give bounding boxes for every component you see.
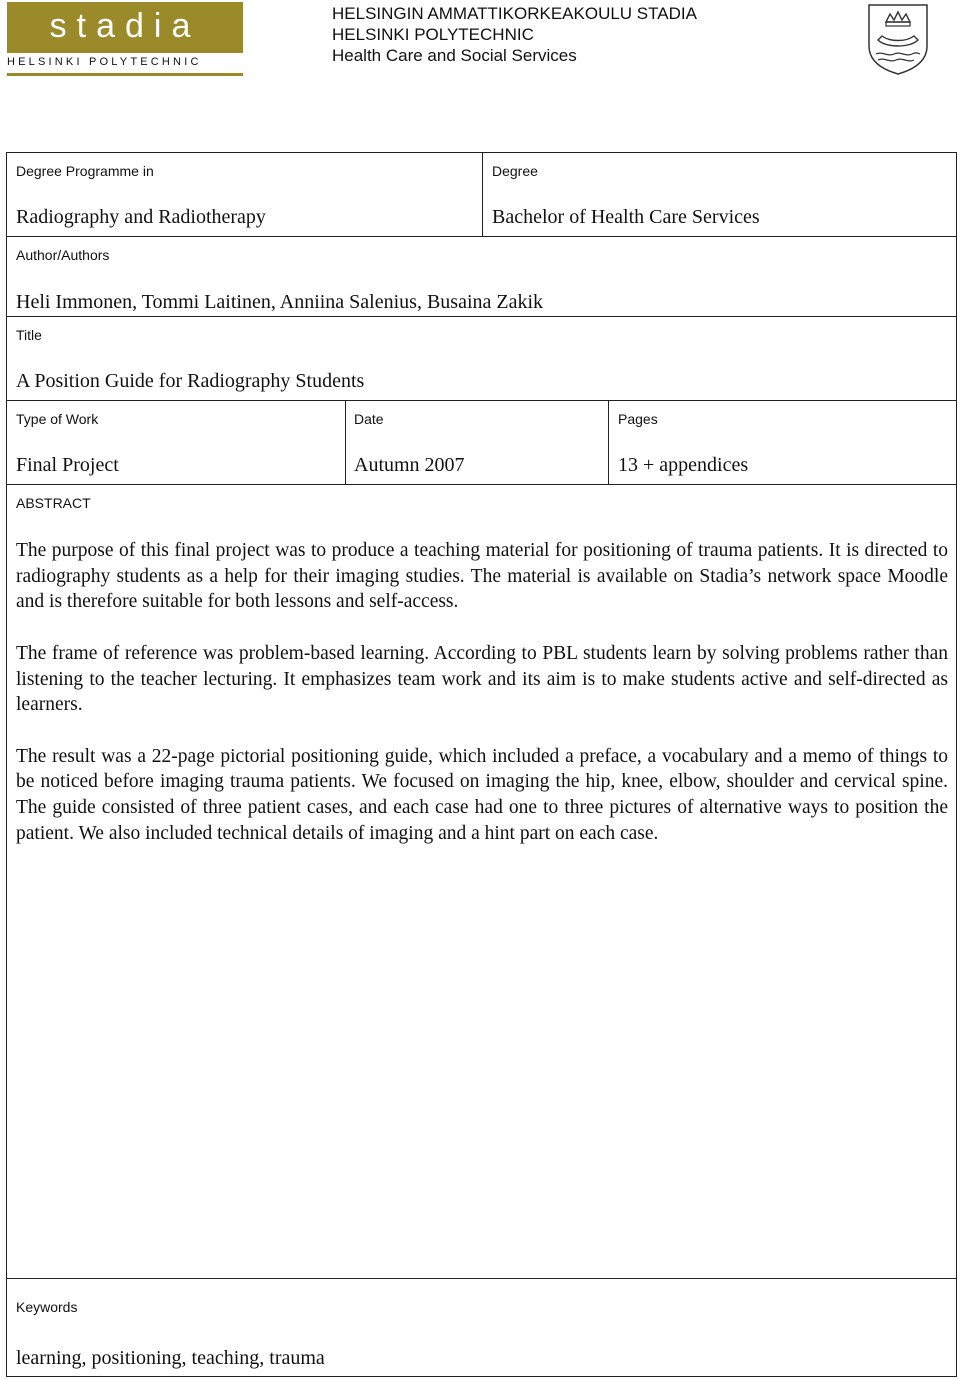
abstract-body bbox=[16, 538, 948, 872]
logo-subtitle: HELSINKI POLYTECHNIC bbox=[7, 56, 202, 68]
degree-label: Degree bbox=[492, 163, 538, 179]
degree-programme-value: Radiography and Radiotherapy bbox=[16, 206, 266, 228]
keywords-value: learning, positioning, teaching, trauma bbox=[16, 1347, 325, 1369]
abstract-paragraph-2: The frame of reference was problem-based learning. According to PBL students learn by solving problems rather than listening to the teacher lecturing. It emphasizes team work and its aim is to make students active and self-directed as learners. bbox=[16, 642, 948, 716]
title-value: A Position Guide for Radiography Students bbox=[16, 370, 365, 392]
type-of-work-value: Final Project bbox=[16, 454, 119, 476]
abstract-paragraph-1: The purpose of this final project was to produce a teaching material for positioning of trauma patients. It is directed to radiography students as a help for their imaging studies. The material is available on Stadia’s network space Moodle and is therefore suitable for both lessons and self-access. bbox=[16, 540, 948, 613]
pages-value: 13 + appendices bbox=[618, 454, 749, 476]
date-label: Date bbox=[354, 411, 384, 427]
title-label: Title bbox=[16, 327, 42, 343]
abstract-paragraph-3: The result was a 22-page pictorial positioning guide, which included a preface, a vocabulary and a memo of things to be noticed before imaging trauma patients. We focused on imaging the hip, knee, elbow, shoulder and cervical spine. The guide consisted of three patient cases, and each case had one to three pictures of alternative ways to position the patient. We also included technical details of imaging and a hint part on each case. bbox=[16, 745, 948, 844]
logo-wordmark: stadia bbox=[49, 7, 201, 45]
thesis-abstract-form bbox=[6, 152, 957, 1377]
authors-label: Author/Authors bbox=[16, 247, 110, 263]
type-of-work-label: Type of Work bbox=[16, 411, 99, 427]
keywords-label: Keywords bbox=[16, 1299, 78, 1315]
header-line-2: HELSINKI POLYTECHNIC bbox=[332, 25, 534, 44]
abstract-label: ABSTRACT bbox=[16, 495, 91, 511]
stadia-logo bbox=[7, 2, 243, 53]
date-value: Autumn 2007 bbox=[354, 454, 465, 476]
institution-header bbox=[332, 3, 697, 66]
pages-label: Pages bbox=[618, 411, 658, 427]
logo-underline bbox=[7, 73, 243, 76]
authors-value: Heli Immonen, Tommi Laitinen, Anniina Salenius, Busaina Zakik bbox=[16, 291, 544, 313]
degree-programme-label: Degree Programme in bbox=[16, 163, 154, 179]
header-line-3: Health Care and Social Services bbox=[332, 46, 577, 65]
degree-value: Bachelor of Health Care Services bbox=[492, 206, 760, 228]
helsinki-coat-of-arms-icon bbox=[866, 2, 930, 76]
header-line-1: HELSINGIN AMMATTIKORKEAKOULU STADIA bbox=[332, 4, 697, 23]
